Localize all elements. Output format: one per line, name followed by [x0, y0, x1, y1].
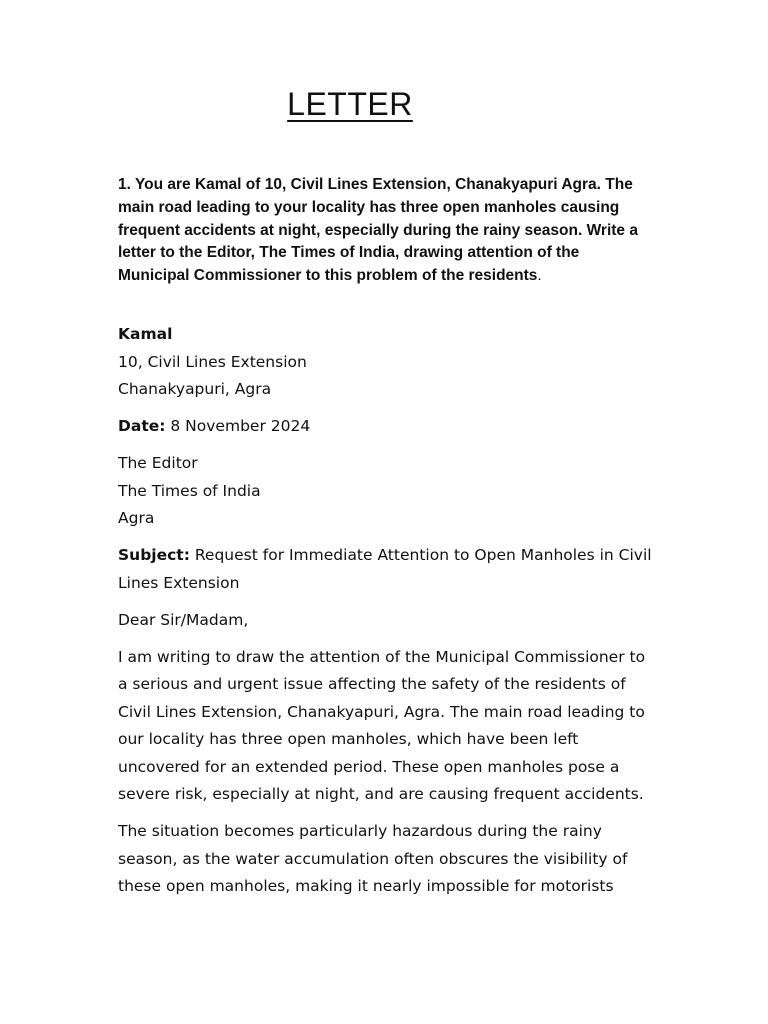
date-label: Date:: [118, 417, 166, 435]
body-paragraph-1: I am writing to draw the attention of the Municipal Commissioner to a serious and urgent issue affecting the safety of the residents of Civil Lines Extension, Chanakyapuri, Agra. The main road leading to our locality has three open manholes, which have been left uncovered for an extended period. These open manholes pose a severe risk, especially at night, and are causing frequent accidents.: [118, 647, 646, 803]
question-tail: .: [537, 267, 542, 285]
recipient-line3: Agra: [118, 509, 155, 527]
question-prompt: [118, 174, 648, 288]
date-line: [118, 413, 658, 441]
sender-address-line2: Chanakyapuri, Agra: [118, 380, 272, 398]
recipient-line1: The Editor: [118, 454, 198, 472]
sender-name: Kamal: [118, 325, 173, 343]
subject-line: [118, 542, 658, 597]
sender-block: [118, 321, 658, 404]
date-value: 8 November 2024: [170, 417, 311, 435]
subject-label: Subject:: [118, 546, 190, 564]
document-heading: LETTER: [287, 86, 413, 122]
recipient-block: [118, 450, 658, 533]
body-paragraph-2: The situation becomes particularly hazardous during the rainy season, as the water accumulation often obscures the visibility of these open manholes, making it nearly impossible for motorists: [118, 822, 628, 895]
salutation: Dear Sir/Madam,: [118, 610, 249, 629]
letter-body: [118, 321, 658, 910]
sender-address-line1: 10, Civil Lines Extension: [118, 352, 307, 371]
question-text: 1. You are Kamal of 10, Civil Lines Extension, Chanakyapuri Agra. The main road leading to your locality has three open manholes causing frequent accidents at night, especially during the rainy season. Write a letter to the Editor, The Times of India, drawing attention of the Municipal Commissioner to this problem of the residents: [118, 176, 638, 285]
subject-value: Request for Immediate Attention to Open Manholes in Civil Lines Extension: [118, 546, 652, 592]
recipient-line2: The Times of India: [118, 481, 261, 500]
